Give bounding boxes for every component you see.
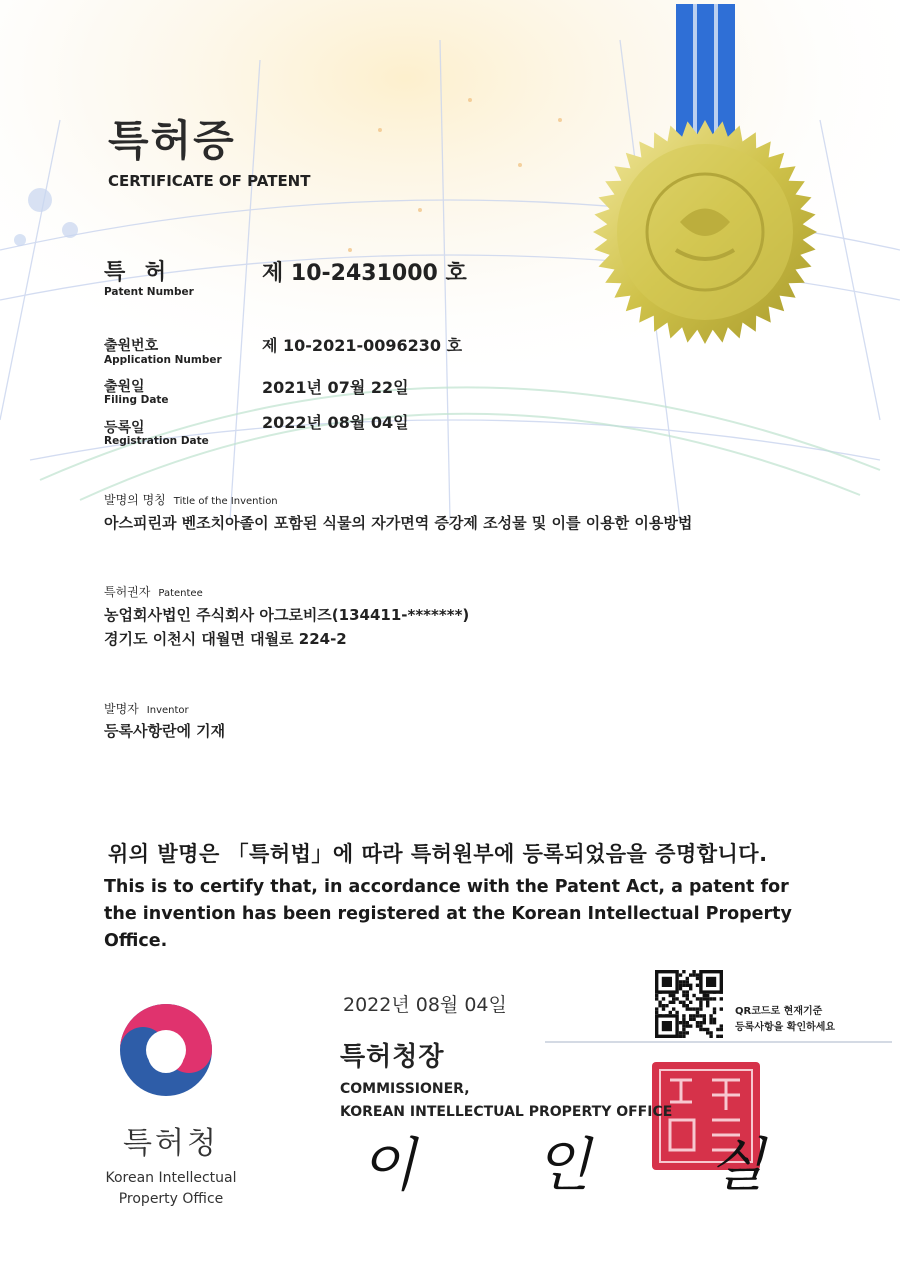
application-number-value: 제 10-2021-0096230 호 xyxy=(262,336,463,355)
qr-note-line1: QR코드로 현재기준 xyxy=(735,1006,823,1017)
invention-label-ko: 발명의 명칭 xyxy=(104,493,166,507)
qr-note xyxy=(735,1004,835,1036)
application-number-label: 출원번호 xyxy=(104,338,159,354)
kipo-logo-icon xyxy=(120,1004,212,1096)
issue-date: 2022년 08월 04일 xyxy=(343,994,507,1016)
office-name-en xyxy=(96,1168,246,1210)
inventor-value: 등록사항란에 기재 xyxy=(104,722,226,740)
invention-title: 아스피린과 벤조치아졸이 포함된 식물의 자가면역 증강제 조성물 및 이를 이용한 이용방법 xyxy=(104,514,693,532)
patent-number-label-en: Patent Number xyxy=(104,286,194,298)
commissioner-title-en-line2: KOREAN INTELLECTUAL PROPERTY OFFICE xyxy=(340,1104,673,1120)
application-number-label-en: Application Number xyxy=(104,354,222,366)
registration-date-label: 등록일 xyxy=(104,420,145,436)
patentee-address: 경기도 이천시 대월면 대월로 224-2 xyxy=(104,630,347,648)
filing-date-label-en: Filing Date xyxy=(104,394,169,406)
certificate-subtitle: CERTIFICATE OF PATENT xyxy=(108,172,311,190)
qr-code-icon xyxy=(655,970,723,1038)
inventor-label xyxy=(104,700,189,717)
office-name-en-line2: Property Office xyxy=(118,1191,224,1207)
registration-date-value: 2022년 08월 04일 xyxy=(262,413,409,432)
certificate-title: 특허증 xyxy=(108,116,236,165)
filing-date-label: 출원일 xyxy=(104,379,145,395)
commissioner-signature: 이 인 실 xyxy=(360,1131,815,1199)
patentee-name: 농업회사법인 주식회사 아그로비즈(134411-*******) xyxy=(104,606,470,624)
patentee-label-ko: 특허권자 xyxy=(104,585,151,599)
inventor-label-en: Inventor xyxy=(146,705,189,716)
patent-number-value: 제 10-2431000 호 xyxy=(262,261,467,286)
patentee-label-en: Patentee xyxy=(158,588,203,599)
qr-note-line2: 등록사항을 확인하세요 xyxy=(735,1022,836,1033)
commissioner-title-en-line1: COMMISSIONER, xyxy=(340,1081,470,1097)
invention-label-en: Title of the Invention xyxy=(173,496,278,507)
office-name-ko: 특허청 xyxy=(123,1126,219,1161)
invention-label xyxy=(104,491,278,508)
patent-number-label: 특 허 xyxy=(104,260,173,285)
certification-text-ko: 위의 발명은 「특허법」에 따라 특허원부에 등록되었음을 증명합니다. xyxy=(108,842,768,866)
filing-date-value: 2021년 07월 22일 xyxy=(262,378,409,397)
patentee-label xyxy=(104,583,203,600)
inventor-label-ko: 발명자 xyxy=(104,702,139,716)
certification-text-en: This is to certify that, in accordance with the Patent Act, a patent for the invention has been registered at the Korean Intellectual Property Office. xyxy=(104,877,792,951)
registration-date-label-en: Registration Date xyxy=(104,435,209,447)
gold-seal-icon xyxy=(593,120,817,344)
commissioner-title-ko: 특허청장 xyxy=(340,1042,445,1072)
office-name-en-line1: Korean Intellectual xyxy=(105,1170,237,1186)
